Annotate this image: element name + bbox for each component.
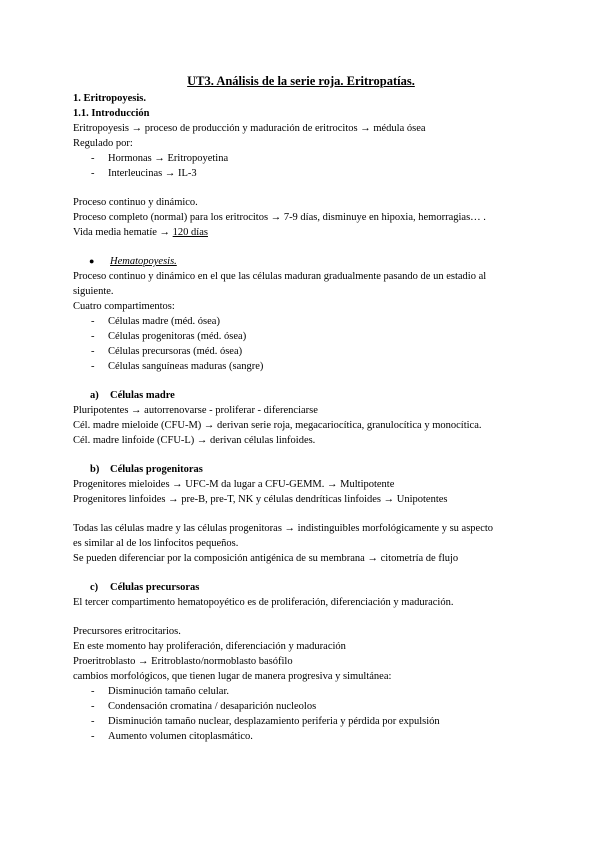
lifespan-value: 120 días	[172, 227, 208, 238]
regulators-list	[73, 151, 529, 181]
list-item: - Disminución tamaño celular.	[73, 684, 529, 699]
celulas-precursoras-heading	[73, 580, 529, 595]
hematopoyesis-heading	[73, 254, 529, 269]
progenitoras-line: Progenitores mieloides → UFC-M da lugar a CFU-GEMM. → Multipotente	[73, 479, 395, 490]
subsection-heading: 1.1. Introducción	[73, 108, 150, 119]
hematopoyesis-desc: siguiente.	[73, 286, 114, 297]
intro-line: Eritropoyesis → proceso de producción y maduración de eritrocitos → médula ósea	[73, 123, 426, 134]
list-item: - Disminución tamaño nuclear, desplazamiento periferia y pérdida por expulsión	[73, 714, 529, 729]
list-item: - Aumento volumen citoplasmático.	[73, 729, 529, 744]
celulas-precursoras-title: Células precursoras	[110, 582, 200, 593]
list-item: - Hormonas → Eritropoyetina	[73, 151, 529, 166]
list-item: - Células precursoras (méd. ósea)	[73, 344, 529, 359]
progenitoras-paragraph: Se pueden diferenciar por la composición antigénica de su membrana → citometría de flujo	[73, 553, 459, 564]
list-item: - Condensación cromatina / desaparición nucleolos	[73, 699, 529, 714]
section-heading: 1. Eritropoyesis.	[73, 93, 147, 104]
progenitoras-paragraph: Todas las células madre y las células progenitoras → indistinguibles morfológicamente y su aspecto	[73, 523, 494, 534]
celulas-madre-line: Cél. madre linfoide (CFU-L) → derivan células linfoides.	[73, 435, 316, 446]
document-body	[73, 73, 529, 744]
document-title: UT3. Análisis de la serie roja. Eritropatías.	[187, 74, 415, 88]
precursoras-line: Precursores eritrocitarios.	[73, 626, 181, 637]
intro-paragraph: Proceso completo (normal) para los eritrocitos → 7-9 días, disminuye en hipoxia, hemorragias… .	[73, 212, 486, 223]
celulas-progenitoras-title: Células progenitoras	[110, 464, 203, 475]
list-item: - Células sanguíneas maduras (sangre)	[73, 359, 529, 374]
bullet-icon: ●	[89, 256, 95, 266]
compartments-list	[73, 314, 529, 374]
celulas-madre-line: Pluripotentes → autorrenovarse - proliferar - diferenciarse	[73, 405, 318, 416]
celulas-progenitoras-heading	[73, 462, 529, 477]
celulas-madre-line: Cél. madre mieloide (CFU-M) → derivan serie roja, megacariocítica, granulocítica y monocítica.	[73, 420, 482, 431]
list-marker: b)	[90, 464, 100, 475]
precursoras-line: En este momento hay proliferación, diferenciación y maduración	[73, 641, 346, 652]
intro-paragraph: Proceso continuo y dinámico.	[73, 197, 198, 208]
hematopoyesis-title: Hematopoyesis.	[110, 256, 177, 267]
precursoras-line: Proeritroblasto → Eritroblasto/normoblasto basófilo	[73, 656, 293, 667]
celulas-madre-heading	[73, 388, 529, 403]
compartments-label: Cuatro compartimentos:	[73, 301, 175, 312]
list-marker: a)	[90, 390, 99, 401]
list-item: - Células progenitoras (méd. ósea)	[73, 329, 529, 344]
precursoras-line: cambios morfológicos, que tienen lugar de manera progresiva y simultánea:	[73, 671, 392, 682]
precursoras-line: El tercer compartimento hematopoyético es de proliferación, diferenciación y maduración.	[73, 597, 454, 608]
progenitoras-line: Progenitores linfoides → pre-B, pre-T, NK y células dendríticas linfoides → Unipotentes	[73, 494, 448, 505]
list-item: - Células madre (méd. ósea)	[73, 314, 529, 329]
intro-paragraph	[73, 225, 529, 240]
progenitoras-paragraph: es similar al de los linfocitos pequeños.	[73, 538, 239, 549]
intro-line: Regulado por:	[73, 138, 133, 149]
list-item: - Interleucinas → IL-3	[73, 166, 529, 181]
list-marker: c)	[90, 582, 99, 593]
hematopoyesis-desc: Proceso continuo y dinámico en el que las células maduran gradualmente pasando de un estadio al	[73, 271, 487, 282]
changes-list	[73, 684, 529, 744]
lifespan-label: Vida media hematíe →	[73, 227, 173, 238]
celulas-madre-title: Células madre	[110, 390, 175, 401]
